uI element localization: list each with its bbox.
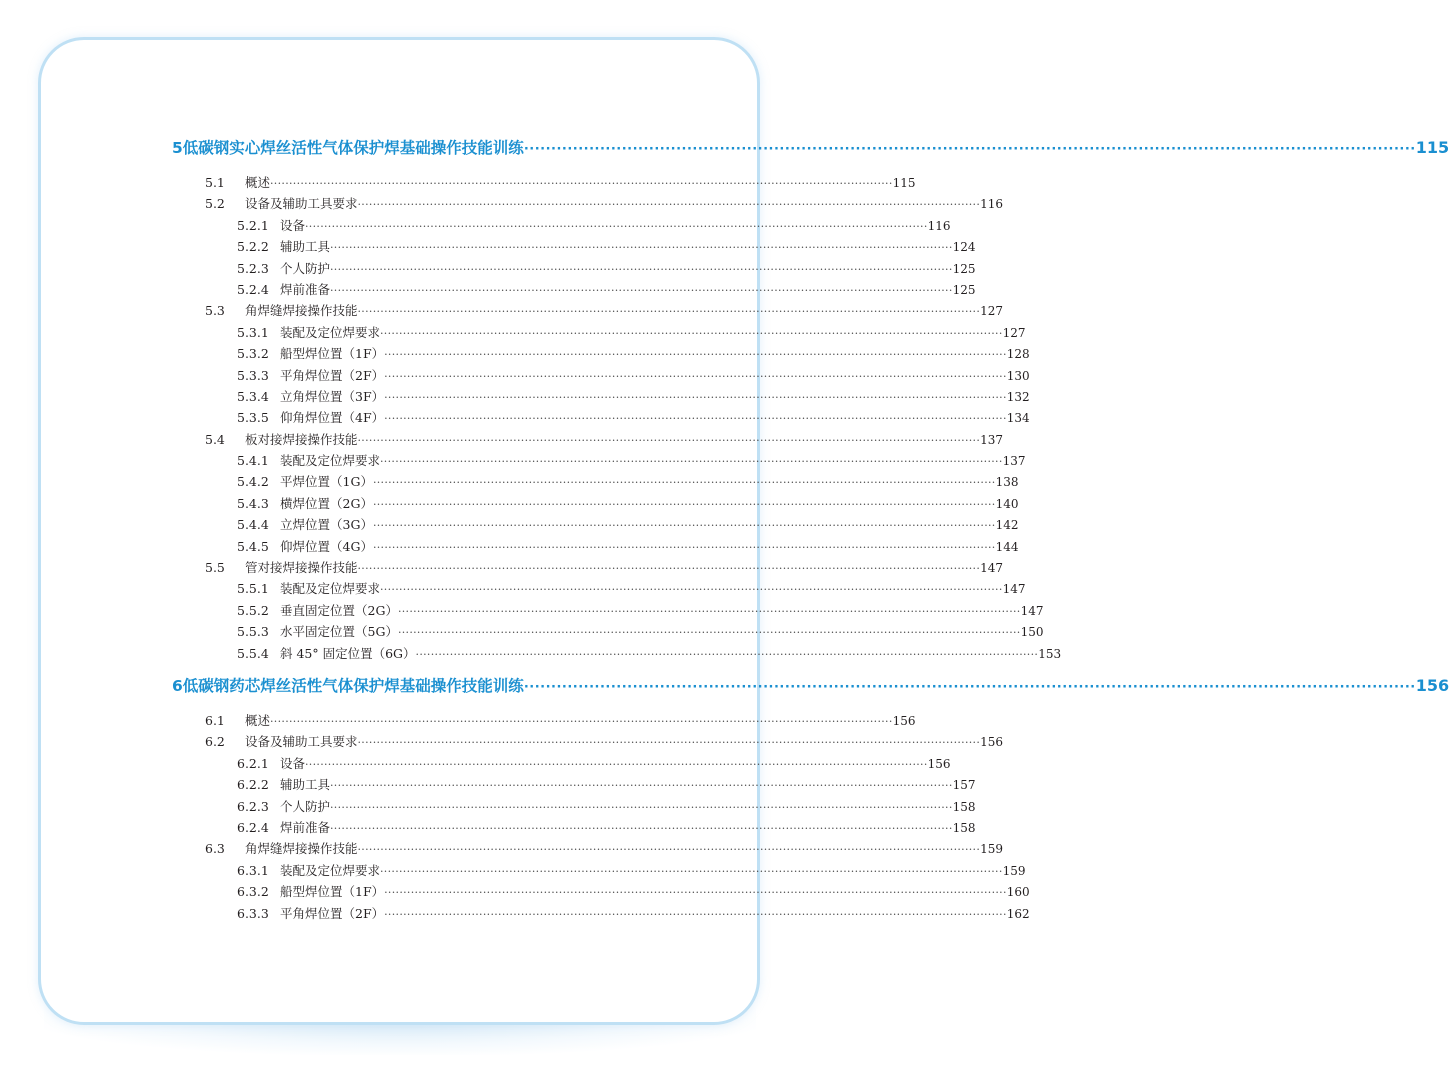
- entry-page-number: 144: [995, 539, 1019, 554]
- entry-title: 平角焊位置（2F）: [280, 367, 385, 383]
- entry-page-number: 137: [1002, 454, 1026, 469]
- toc-section-entry[interactable]: [172, 429, 1004, 450]
- toc-chapter-heading[interactable]: [172, 134, 1449, 162]
- entry-number: 6.3: [205, 841, 225, 857]
- entry-page-number: 130: [1006, 368, 1030, 383]
- toc-subsection-entry[interactable]: [172, 450, 1026, 471]
- entry-number: 6.1: [205, 712, 225, 728]
- toc-subsection-entry[interactable]: [172, 796, 976, 817]
- toc-section-entry[interactable]: [172, 172, 916, 193]
- entry-page-number: 134: [1006, 411, 1030, 426]
- dot-leader: ····································································································································································: [305, 757, 928, 771]
- entry-page-number: 116: [980, 197, 1004, 212]
- dot-leader: ····································································································································································: [330, 779, 953, 793]
- entry-number: 5.3.2: [237, 346, 269, 362]
- entry-page-number: 156: [892, 713, 916, 728]
- entry-number: 5.4.1: [237, 453, 269, 469]
- entry-page-number: 156: [980, 735, 1004, 750]
- entry-number: 5.2.4: [237, 281, 269, 297]
- entry-number: 5.2: [205, 196, 225, 212]
- toc-section-entry[interactable]: [172, 557, 1004, 578]
- toc-section-entry[interactable]: [172, 838, 1004, 859]
- chapter-number: 5: [172, 139, 183, 157]
- entry-page-number: 125: [952, 282, 976, 297]
- toc-subsection-entry[interactable]: [172, 903, 1030, 924]
- toc-subsection-entry[interactable]: [172, 471, 1019, 492]
- dot-leader: ····································································································································································: [372, 540, 996, 554]
- toc-subsection-entry[interactable]: [172, 365, 1030, 386]
- entry-page-number: 142: [995, 518, 1019, 533]
- chapter-title: 低碳钢药芯焊丝活性气体保护焊基础操作技能训练: [182, 676, 524, 695]
- entry-title: 设备及辅助工具要求: [245, 196, 358, 212]
- dot-leader: ····································································································································································: [384, 886, 1007, 900]
- entry-number: 5.4: [205, 431, 225, 447]
- dot-leader: ····································································································································································: [357, 198, 981, 212]
- dot-leader: ····································································································································································: [357, 433, 981, 447]
- entry-page-number: 127: [980, 304, 1004, 319]
- dot-leader: ····································································································································································: [380, 455, 1003, 469]
- entry-page-number: 125: [952, 261, 976, 276]
- toc-subsection-entry[interactable]: [172, 322, 1026, 343]
- dot-leader: ····································································································································································: [384, 390, 1007, 404]
- dot-leader: ····································································································································································: [523, 679, 1416, 695]
- toc-subsection-entry[interactable]: [172, 343, 1030, 364]
- entry-title: 辅助工具: [280, 777, 331, 793]
- entry-title: 垂直固定位置（2G）: [280, 602, 398, 618]
- toc-subsection-entry[interactable]: [172, 621, 1044, 642]
- dot-leader: ····································································································································································: [384, 907, 1007, 921]
- chapter-number: 6: [172, 676, 183, 695]
- entry-title: 装配及定位焊要求: [280, 324, 381, 340]
- dot-leader: ····································································································································································: [523, 142, 1416, 157]
- dot-leader: ····································································································································································: [330, 283, 953, 297]
- entry-title: 船型焊位置（1F）: [280, 346, 385, 362]
- dot-leader: ····································································································································································: [357, 562, 981, 576]
- dot-leader: ····································································································································································: [384, 348, 1007, 362]
- toc-subsection-entry[interactable]: [172, 643, 1062, 664]
- toc-subsection-entry[interactable]: [172, 860, 1026, 881]
- entry-number: 5.5.1: [237, 581, 269, 597]
- entry-number: 5.5.2: [237, 602, 269, 618]
- entry-title: 装配及定位焊要求: [280, 453, 381, 469]
- entry-title: 斜 45° 固定位置（6G）: [280, 645, 416, 661]
- entry-title: 立焊位置（3G）: [280, 517, 373, 533]
- entry-number: 5.3.3: [237, 367, 269, 383]
- entry-title: 管对接焊接操作技能: [245, 560, 358, 576]
- entry-number: 5.4.5: [237, 538, 269, 554]
- entry-number: 6.2.4: [237, 819, 269, 835]
- chapter-page-number: 156: [1415, 675, 1449, 695]
- dot-leader: ····································································································································································: [372, 476, 996, 490]
- entry-title: 焊前准备: [280, 819, 331, 835]
- dot-leader: ····································································································································································: [305, 219, 928, 233]
- toc-subsection-entry[interactable]: [172, 514, 1019, 535]
- entry-page-number: 115: [892, 176, 916, 190]
- toc-section-entry[interactable]: [172, 731, 1004, 752]
- dot-leader: ····································································································································································: [380, 326, 1003, 340]
- toc-subsection-entry[interactable]: [172, 753, 951, 774]
- toc-section-entry[interactable]: [172, 300, 1004, 321]
- entry-number: 5.4.4: [237, 517, 269, 533]
- entry-number: 5.3.5: [237, 410, 269, 426]
- toc-section-entry[interactable]: [172, 710, 916, 731]
- dot-leader: ····································································································································································: [357, 305, 981, 319]
- entry-page-number: 138: [995, 475, 1019, 490]
- dot-leader: ····································································································································································: [380, 583, 1003, 597]
- dot-leader: ····································································································································································: [397, 604, 1021, 618]
- entry-page-number: 153: [1038, 646, 1062, 661]
- entry-page-number: 150: [1020, 625, 1044, 640]
- entry-page-number: 156: [927, 756, 951, 771]
- entry-title: 角焊缝焊接操作技能: [245, 841, 358, 857]
- entry-title: 概述: [245, 175, 271, 190]
- dot-leader: ····································································································································································: [415, 647, 1039, 661]
- entry-page-number: 162: [1006, 906, 1030, 921]
- chapter-page-number: 115: [1415, 138, 1449, 157]
- dot-leader: ····································································································································································: [372, 497, 996, 511]
- toc-subsection-entry[interactable]: [172, 536, 1019, 557]
- toc-subsection-entry[interactable]: [172, 258, 976, 279]
- entry-page-number: 128: [1006, 347, 1030, 362]
- entry-page-number: 147: [980, 561, 1004, 576]
- entry-number: 5.5.3: [237, 624, 269, 640]
- entry-title: 个人防护: [280, 798, 331, 814]
- toc-subsection-entry[interactable]: [172, 407, 1030, 428]
- toc-subsection-entry[interactable]: [172, 881, 1030, 902]
- entry-number: 5.1: [205, 175, 225, 190]
- entry-number: 5.2.1: [237, 217, 269, 233]
- dot-leader: ····································································································································································: [357, 736, 981, 750]
- dot-leader: ····································································································································································: [330, 241, 953, 255]
- toc-subsection-entry[interactable]: [172, 817, 976, 838]
- entry-title: 水平固定位置（5G）: [280, 624, 398, 640]
- entry-page-number: 137: [980, 432, 1004, 447]
- entry-number: 5.5.4: [237, 645, 269, 661]
- entry-number: 6.2.2: [237, 777, 269, 793]
- dot-leader: ····································································································································································: [330, 800, 953, 814]
- entry-title: 仰角焊位置（4F）: [280, 410, 385, 426]
- entry-page-number: 159: [1002, 863, 1026, 878]
- entry-title: 设备: [280, 217, 306, 233]
- entry-title: 装配及定位焊要求: [280, 581, 381, 597]
- entry-title: 概述: [245, 712, 271, 728]
- entry-title: 设备及辅助工具要求: [245, 734, 358, 750]
- entry-title: 焊前准备: [280, 281, 331, 297]
- entry-number: 6.3.3: [237, 905, 269, 921]
- entry-title: 仰焊位置（4G）: [280, 538, 373, 554]
- dot-leader: ····································································································································································: [384, 412, 1007, 426]
- entry-page-number: 116: [927, 218, 951, 233]
- dot-leader: ····································································································································································: [380, 864, 1003, 878]
- entry-page-number: 124: [952, 240, 976, 255]
- entry-page-number: 159: [980, 842, 1004, 857]
- entry-number: 5.3.1: [237, 324, 269, 340]
- entry-page-number: 140: [995, 496, 1019, 511]
- toc-section-entry[interactable]: [172, 193, 1004, 214]
- entry-title: 船型焊位置（1F）: [280, 884, 385, 900]
- chapter-title: 低碳钢实心焊丝活性气体保护焊基础操作技能训练: [182, 139, 524, 157]
- entry-page-number: 160: [1006, 885, 1030, 900]
- entry-number: 5.3: [205, 303, 225, 319]
- entry-page-number: 158: [952, 799, 976, 814]
- entry-page-number: 157: [952, 778, 976, 793]
- table-of-contents: [172, 134, 1449, 924]
- entry-number: 5.5: [205, 560, 225, 576]
- entry-number: 6.2: [205, 734, 225, 750]
- toc-subsection-entry[interactable]: [172, 386, 1030, 407]
- entry-number: 5.2.2: [237, 239, 269, 255]
- entry-title: 板对接焊接操作技能: [245, 431, 358, 447]
- entry-number: 5.4.2: [237, 474, 269, 490]
- entry-title: 平角焊位置（2F）: [280, 905, 385, 921]
- dot-leader: ····································································································································································: [357, 843, 981, 857]
- toc-subsection-entry[interactable]: [172, 578, 1026, 599]
- entry-title: 角焊缝焊接操作技能: [245, 303, 358, 319]
- entry-number: 6.3.2: [237, 884, 269, 900]
- entry-title: 设备: [280, 755, 306, 771]
- entry-title: 平焊位置（1G）: [280, 474, 373, 490]
- dot-leader: ····································································································································································: [270, 177, 893, 190]
- entry-title: 横焊位置（2G）: [280, 495, 373, 511]
- toc-subsection-entry[interactable]: [172, 215, 951, 236]
- dot-leader: ····································································································································································: [397, 626, 1021, 640]
- toc-subsection-entry[interactable]: [172, 493, 1019, 514]
- entry-number: 6.2.1: [237, 755, 269, 771]
- entry-page-number: 127: [1002, 325, 1026, 340]
- entry-number: 5.4.3: [237, 495, 269, 511]
- toc-subsection-entry[interactable]: [172, 279, 976, 300]
- entry-number: 6.2.3: [237, 798, 269, 814]
- entry-number: 5.2.3: [237, 260, 269, 276]
- entry-title: 辅助工具: [280, 239, 331, 255]
- toc-chapter-heading[interactable]: [172, 672, 1449, 700]
- entry-title: 装配及定位焊要求: [280, 862, 381, 878]
- dot-leader: ····································································································································································: [384, 369, 1007, 383]
- entry-number: 6.3.1: [237, 862, 269, 878]
- entry-page-number: 158: [952, 820, 976, 835]
- entry-page-number: 147: [1020, 603, 1044, 618]
- dot-leader: ····································································································································································: [330, 262, 953, 276]
- toc-subsection-entry[interactable]: [172, 600, 1044, 621]
- entry-title: 个人防护: [280, 260, 331, 276]
- entry-title: 立角焊位置（3F）: [280, 388, 385, 404]
- entry-page-number: 132: [1006, 389, 1030, 404]
- dot-leader: ····································································································································································: [330, 821, 953, 835]
- dot-leader: ····································································································································································: [372, 519, 996, 533]
- toc-subsection-entry[interactable]: [172, 236, 976, 257]
- entry-page-number: 147: [1002, 582, 1026, 597]
- toc-subsection-entry[interactable]: [172, 774, 976, 795]
- dot-leader: ····································································································································································: [270, 714, 893, 728]
- entry-number: 5.3.4: [237, 388, 269, 404]
